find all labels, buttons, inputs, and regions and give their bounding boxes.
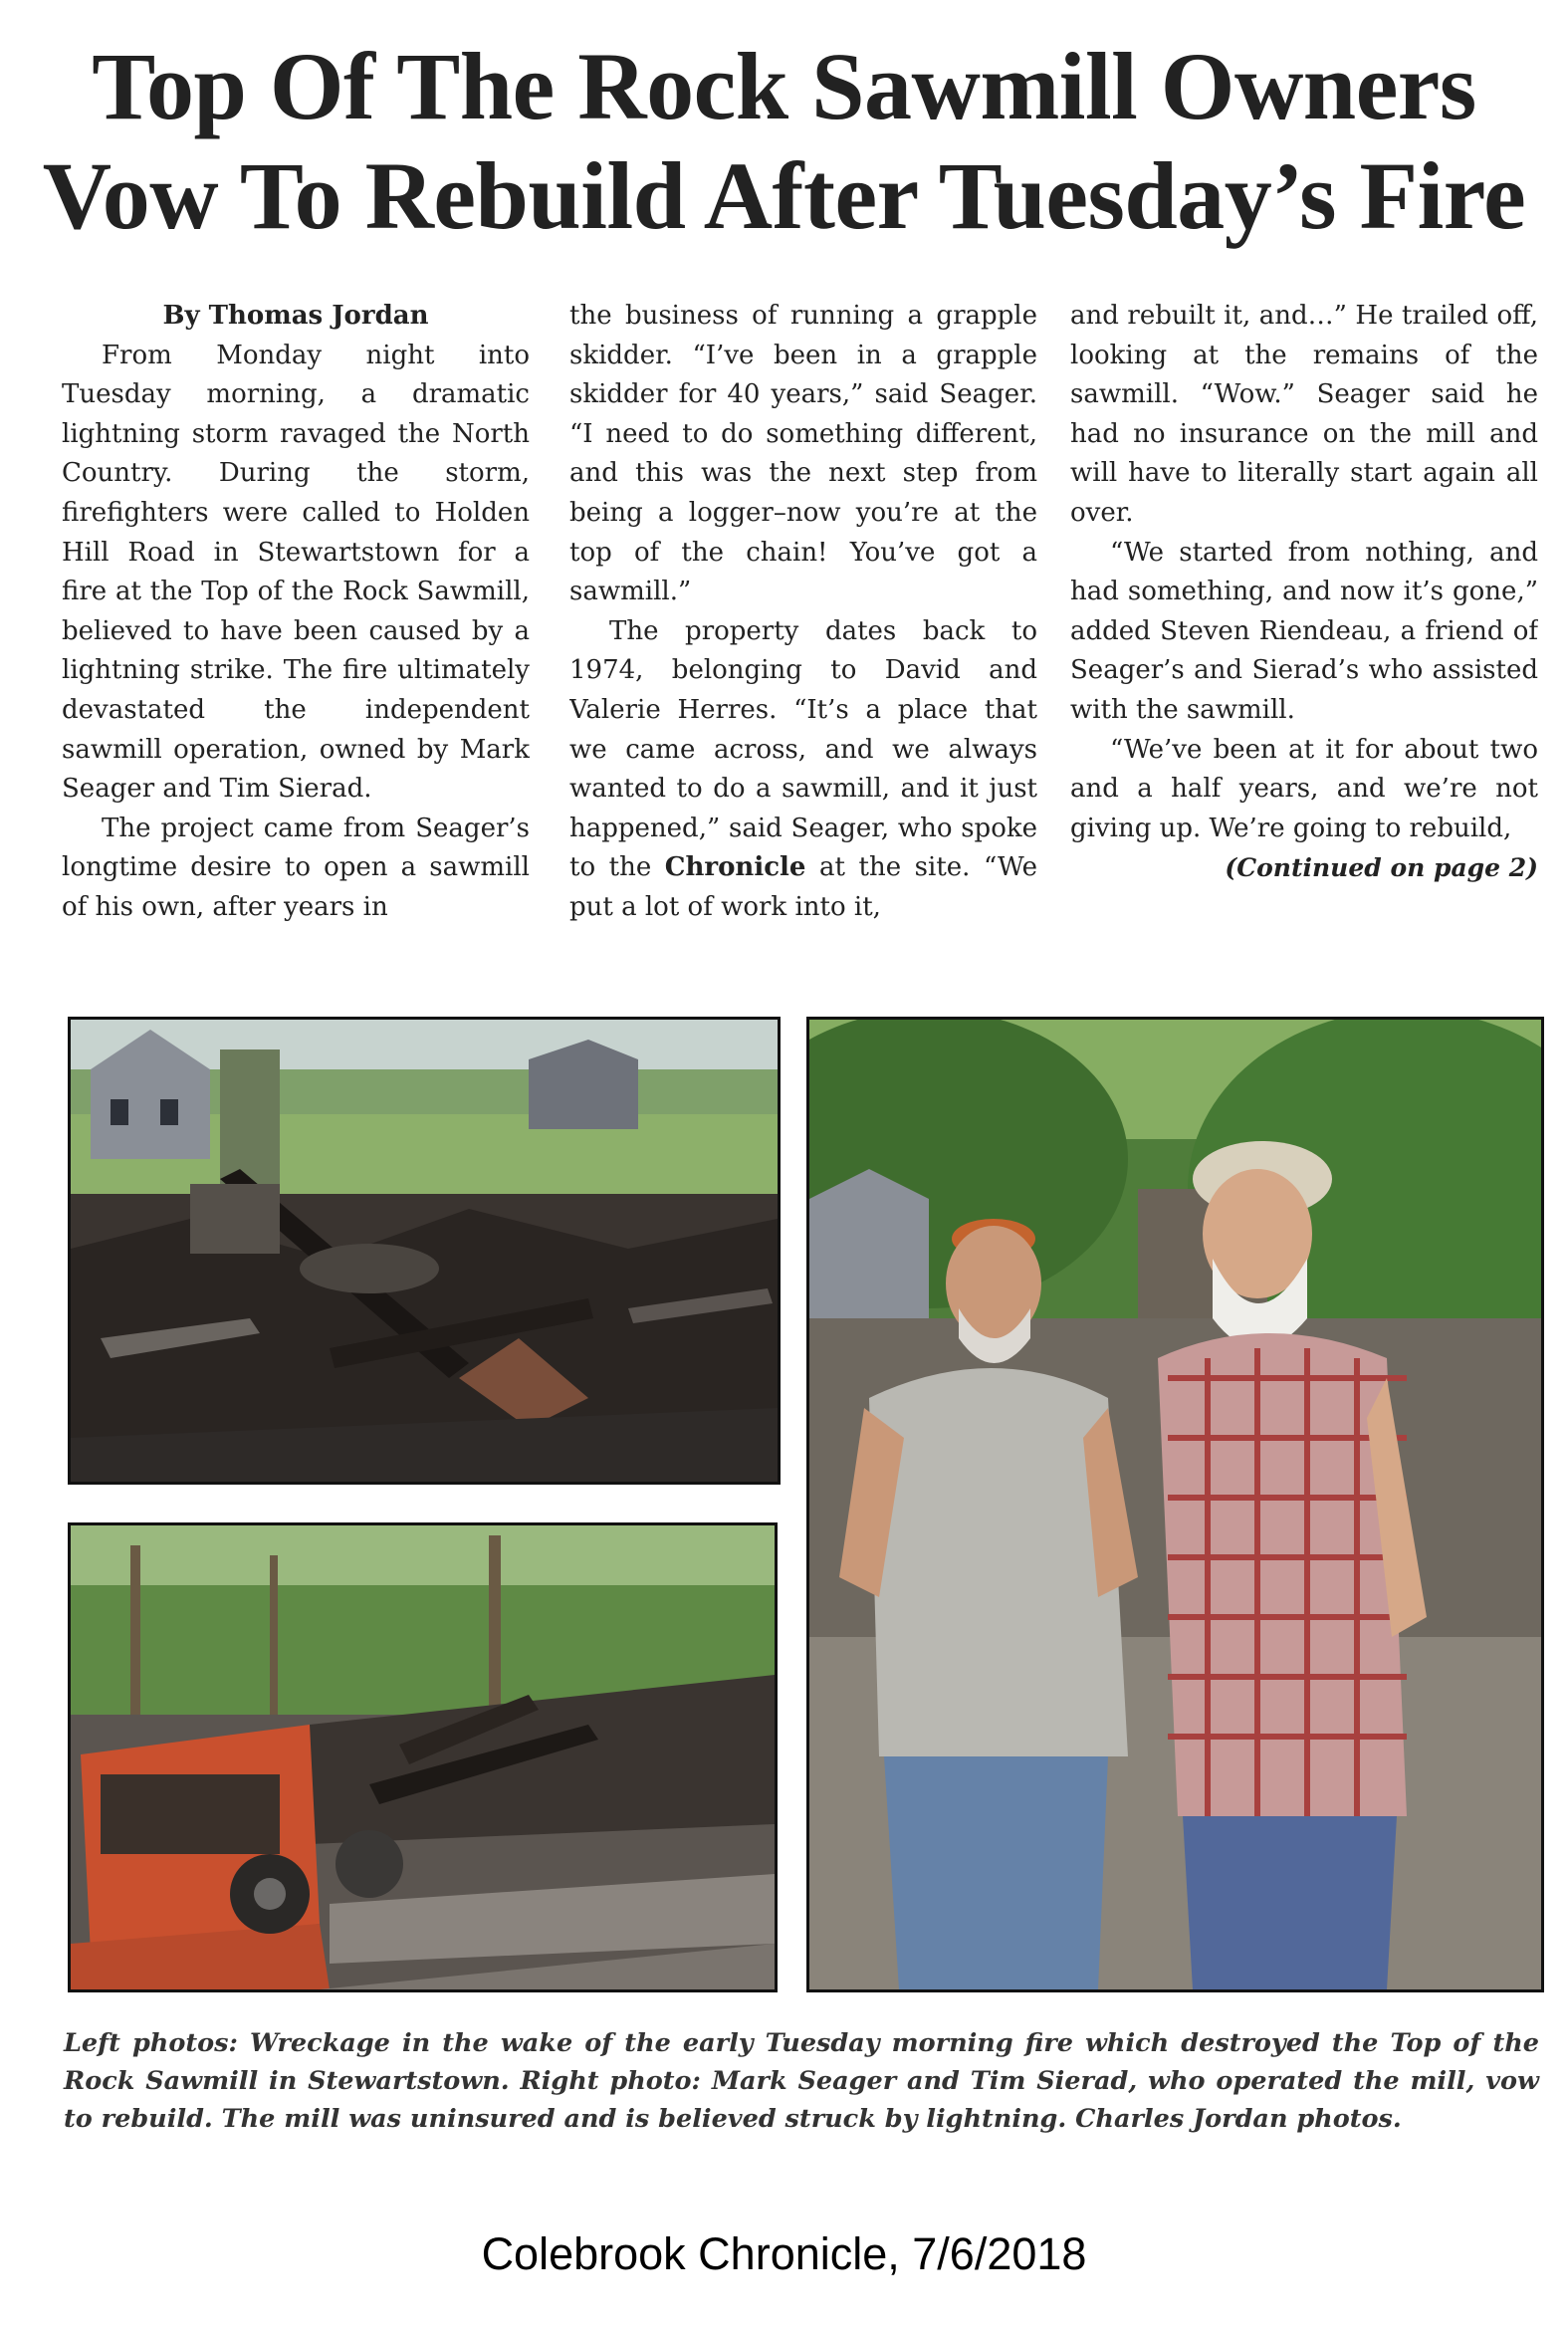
col1-paragraph-2: The project came from Seager’s longtime desire to open a sawmill of his own, after years in — [62, 813, 530, 922]
col2-paragraph-2 — [569, 612, 1037, 928]
article-column-3 — [1070, 297, 1538, 974]
owners-photo — [806, 1017, 1544, 1992]
article-headline — [40, 32, 1528, 251]
col2-paragraph-2-b: at the site. “We put a lot of work into it, — [569, 852, 1037, 922]
col1-paragraph-1: From Monday night into Tuesday morning, a dramatic lightning storm ravaged the North Country. During the storm, firefighters were called to Holden Hill Road in Stewartstown for a fire at the Top of the Rock Sawmill, believed to have been caused by a lightning strike. The fire ultimately devastated the independent sawmill operation, owned by Mark Seager and Tim Sierad. — [62, 340, 530, 805]
col3-paragraph-2: “We started from nothing, and had something, and now it’s gone,” added Steven Riendeau, a friend of Seager’s and Sierad’s who assisted with the sawmill. — [1070, 537, 1538, 725]
owners-photo-image — [809, 1020, 1541, 1989]
wreckage-photo-bottom-image — [71, 1525, 775, 1989]
col2-paragraph-1: the business of running a grapple skidder. “I’ve been in a grapple skidder for 40 years,” said Seager. “I need to do something different, and this was the next step from being a logger–now you’re at the top of the chain! You’ve got a sawmill.” — [569, 301, 1037, 607]
col3-paragraph-1: and rebuilt it, and…” He trailed off, looking at the remains of the sawmill. “Wow.” Seager said he had no insurance on the mill and will have to literally start again all over. — [1070, 301, 1538, 528]
wreckage-photo-top — [68, 1017, 781, 1485]
photo-caption: Left photos: Wreckage in the wake of the early Tuesday morning fire which destroyed the Top of the Rock Sawmill in Stewartstown. Right photo: Mark Seager and Tim Sierad, who operated the mill, vow to rebuild. The mill was uninsured and is believed struck by lightning. Charles Jordan photos. — [64, 2028, 1539, 2134]
article-column-2 — [569, 297, 1037, 974]
byline: By Thomas Jordan — [162, 301, 429, 331]
col3-paragraph-3: “We’ve been at it for about two and a half years, and we’re not giving up. We’re going to rebuild, — [1070, 734, 1538, 843]
headline-line-2: Vow To Rebuild After Tuesday’s Fire — [42, 142, 1526, 249]
newspaper-name: Chronicle — [664, 852, 806, 883]
col2-paragraph-2-a: The property dates back to 1974, belonging to David and Valerie Herres. “It’s a place that we came across, and we always wanted to do a sawmill, and it just happened,” said Seager, who spoke to the — [569, 615, 1037, 883]
source-footer: Colebrook Chronicle, 7/6/2018 — [481, 2228, 1087, 2279]
wreckage-photo-top-image — [71, 1020, 778, 1482]
wreckage-photo-bottom — [68, 1522, 778, 1992]
headline-line-1: Top Of The Rock Sawmill Owners — [92, 33, 1476, 139]
article-column-1 — [62, 297, 530, 974]
continued-note: (Continued on page 2) — [1225, 853, 1538, 883]
